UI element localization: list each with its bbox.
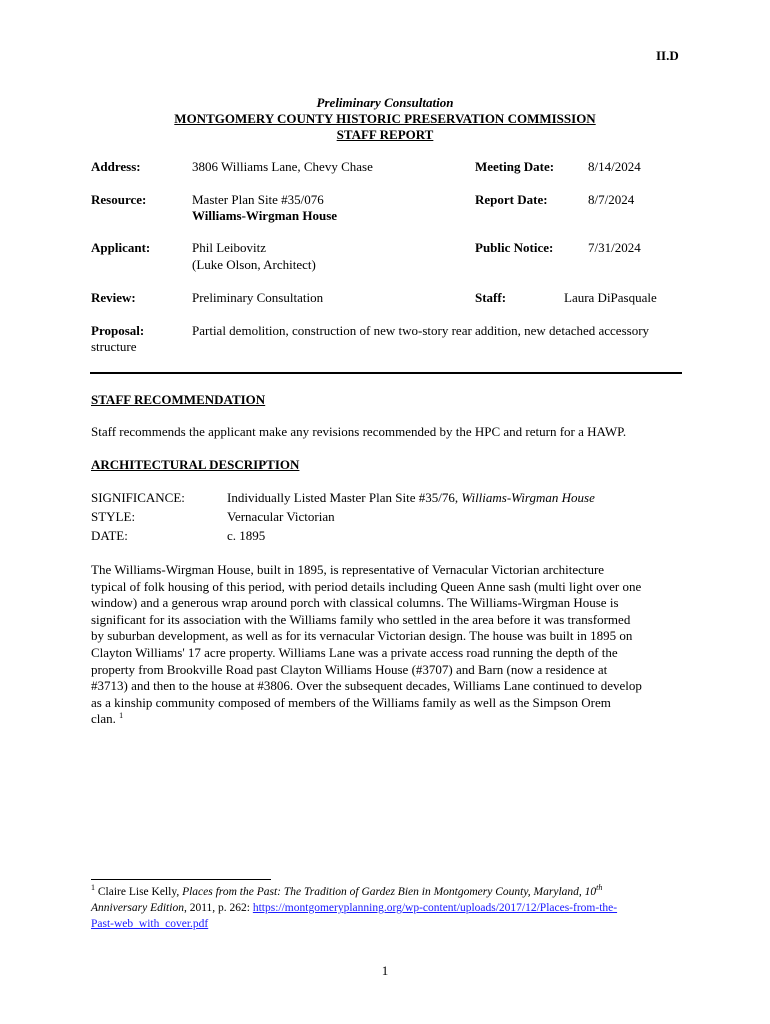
significance-label: SIGNIFICANCE: [91, 490, 185, 505]
public-notice-label: Public Notice: [475, 240, 554, 255]
public-notice-value: 7/31/2024 [588, 240, 641, 255]
staff-recommendation-text: Staff recommends the applicant make any revisions recommended by the HPC and return for a HAWP. [91, 424, 627, 439]
date-label: DATE: [91, 528, 128, 543]
proposal-value-wrap: structure [91, 339, 137, 354]
staff-label: Staff: [475, 290, 507, 305]
applicant-value: Phil Leibovitz [192, 240, 267, 255]
report-date-label: Report Date: [475, 192, 548, 207]
footnote-number: 1 [91, 883, 95, 892]
significance-value: Individually Listed Master Plan Site #35/76, Williams-Wirgman House [227, 490, 595, 505]
resource-label: Resource: [91, 192, 147, 207]
address-value: 3806 Williams Lane, Chevy Chase [192, 159, 373, 174]
architectural-description-heading: ARCHITECTURAL DESCRIPTION [91, 457, 300, 472]
style-label: STYLE: [91, 509, 136, 524]
review-label: Review: [91, 290, 136, 305]
meeting-date-value: 8/14/2024 [588, 159, 641, 174]
footnote-link[interactable]: https://montgomeryplanning.org/wp-content/uploads/2017/12/Places-from-the- [252, 902, 618, 914]
applicant-label: Applicant: [91, 240, 151, 255]
footnote: $^1$ Claire Lise Kelly, Places from the Past: The Tradition of Gardez Bien in Montgomery County, Maryland, 10th Anniversary Edition, 2011, p. 262: https://montgomeryplanning.org/wp-content/uploads/2017/12/Places-from-the- Past-web_with_cover.pdf [91, 883, 618, 930]
footnote-separator [91, 879, 271, 880]
report-subtitle: Preliminary Consultation [316, 95, 454, 110]
proposal-value: Partial demolition, construction of new two-story rear addition, new detached accessory [192, 323, 650, 338]
staff-value: Laura DiPasquale [564, 290, 657, 305]
staff-report-heading: STAFF REPORT [336, 127, 434, 142]
footnote-link-continued[interactable]: Past-web_with_cover.pdf [91, 918, 209, 930]
date-value: c. 1895 [227, 528, 266, 543]
page-number: 1 [381, 963, 389, 978]
section-divider [90, 372, 682, 374]
page-label: II.D [656, 48, 679, 63]
report-title: MONTGOMERY COUNTY HISTORIC PRESERVATION COMMISSION [174, 111, 596, 126]
meeting-date-label: Meeting Date: [475, 159, 555, 174]
resource-name: Williams-Wirgman House [192, 208, 338, 223]
resource-value: Master Plan Site #35/076 [192, 192, 324, 207]
architectural-description-paragraph: The Williams-Wirgman House, built in 1895, is representative of Vernacular Victorian architecture typical of folk housing of this period, with period details including Queen Anne sash (multi light over one window) and a generous wrap around porch with classical columns. The Williams-Wirgman House is significant for its association with the Williams family who settled in the area before it was transformed by suburban development, as well as for its vernacular Victorian design. The house was built in 1895 on Clayton Williams' 17 acre property. Williams Lane was a private access road running the depth of the property from Brookville Road past Clayton Williams House (#3707) and Barn (now a residence at #3713) and then to the house at #3806. Over the subsequent decades, Williams Lane continued to develop as a kinship community composed of members of the Williams family as well as the Simpson Orem clan. $^1$ [91, 562, 642, 727]
report-date-value: 8/7/2024 [588, 192, 635, 207]
proposal-label: Proposal: [91, 323, 145, 338]
style-value: Vernacular Victorian [227, 509, 335, 524]
architect-value: (Luke Olson, Architect) [192, 257, 316, 272]
review-value: Preliminary Consultation [192, 290, 324, 305]
address-label: Address: [91, 159, 141, 174]
staff-recommendation-heading: STAFF RECOMMENDATION [91, 392, 266, 407]
footnote-reference[interactable]: 1 [119, 711, 124, 721]
